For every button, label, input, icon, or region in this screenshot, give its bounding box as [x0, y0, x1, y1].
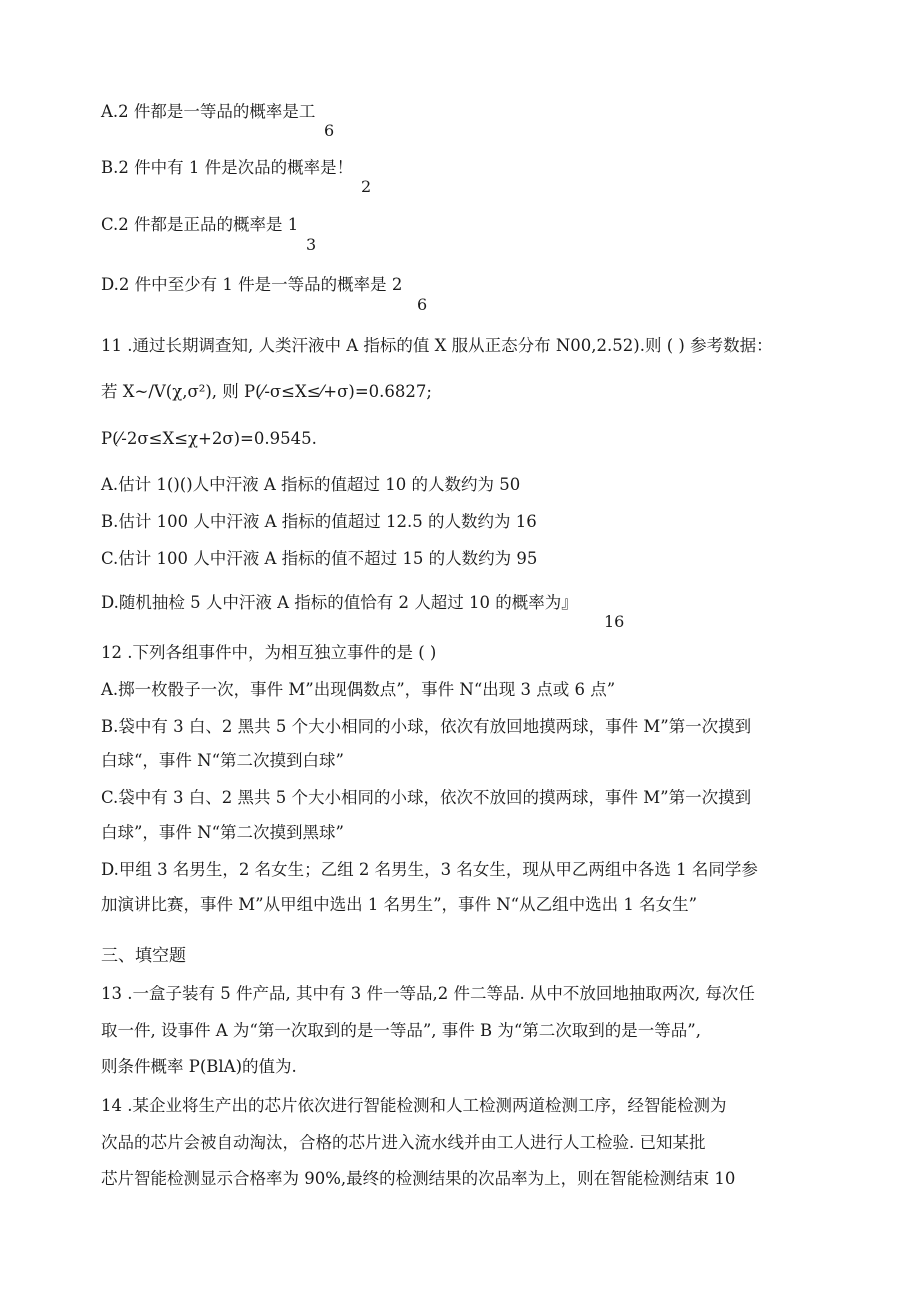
q11-option-b: B.估计 100 人中汗液 A 指标的值超过 12.5 的人数约为 16	[101, 512, 537, 531]
q10-option-c-denominator: 3	[306, 235, 317, 254]
section-heading-fill-in-blank: 三、填空题	[101, 946, 186, 966]
q12-option-d-line-2: 加演讲比赛，事件 M”从甲组中选出 1 名男生”，事件 N“从乙组中选出 1 名女生”	[101, 895, 698, 914]
q14-line-3: 芯片智能检测显示合格率为 90%,最终的检测结果的次品率为上，则在智能检测结束 10	[101, 1169, 736, 1188]
q10-option-b-denominator: 2	[361, 177, 372, 196]
q11-option-d: D.随机抽检 5 人中汗液 A 指标的值恰有 2 人超过 10 的概率为』	[101, 593, 578, 612]
q10-option-b: B.2 件中有 1 件是次品的概率是！	[101, 158, 354, 177]
q12-option-c-line-1: C.袋中有 3 白、2 黑共 5 个大小相同的小球，依次不放回的摸两球，事件 M”第一次摸到	[101, 788, 752, 807]
q12-option-c-line-2: 白球”，事件 N“第二次摸到黑球”	[101, 823, 344, 842]
q11-reference-1: 若 X~/V(χ,σ²), 则 P(⁄-σ≤X≤⁄+σ)=0.6827;	[101, 382, 432, 401]
q11-stem: 11 .通过长期调查知, 人类汗液中 A 指标的值 X 服从正态分布 N00,2.52).则 ( ) 参考数据：	[101, 336, 773, 355]
q11-option-a: A.估计 1()()人中汗液 A 指标的值超过 10 的人数约为 50	[101, 475, 521, 494]
q12-option-d-line-1: D.甲组 3 名男生，2 名女生；乙组 2 名男生，3 名女生，现从甲乙两组中各选 1 名同学参	[101, 860, 758, 879]
q11-reference-2: P(⁄-2σ≤X≤χ+2σ)=0.9545.	[101, 429, 317, 448]
q10-option-a: A.2 件都是一等品的概率是工	[101, 102, 316, 121]
q13-line-3: 则条件概率 P(BlA)的值为.	[101, 1057, 297, 1076]
q12-option-b-line-2: 白球“，事件 N“第二次摸到白球”	[101, 751, 344, 770]
q13-line-1: 13 .一盒子装有 5 件产品, 其中有 3 件一等品,2 件二等品. 从中不放回地抽取两次, 每次任	[101, 984, 755, 1003]
q11-option-d-denominator: 16	[604, 612, 625, 631]
q11-option-c: C.估计 100 人中汗液 A 指标的值不超过 15 的人数约为 95	[101, 549, 538, 568]
q10-option-d-denominator: 6	[417, 295, 428, 314]
q14-line-1: 14 .某企业将生产出的芯片依次进行智能检测和人工检测两道检测工序，经智能检测为	[101, 1096, 727, 1115]
q12-option-b-line-1: B.袋中有 3 白、2 黑共 5 个大小相同的小球，依次有放回地摸两球，事件 M”第一次摸到	[101, 717, 752, 736]
q12-option-a: A.掷一枚骰子一次，事件 M”出现偶数点”，事件 N“出现 3 点或 6 点”	[101, 680, 616, 699]
q10-option-c: C.2 件都是正品的概率是 1	[101, 215, 299, 234]
q13-line-2: 取一件, 设事件 A 为“第一次取到的是一等品”, 事件 B 为“第二次取到的是一等品”,	[101, 1021, 701, 1040]
q10-option-d: D.2 件中至少有 1 件是一等品的概率是 2	[101, 275, 403, 294]
q12-stem: 12 .下列各组事件中，为相互独立事件的是 ( )	[101, 643, 437, 662]
q10-option-a-denominator: 6	[324, 121, 335, 140]
q14-line-2: 次品的芯片会被自动淘汰，合格的芯片进入流水线并由工人进行人工检验. 已知某批	[101, 1133, 706, 1152]
